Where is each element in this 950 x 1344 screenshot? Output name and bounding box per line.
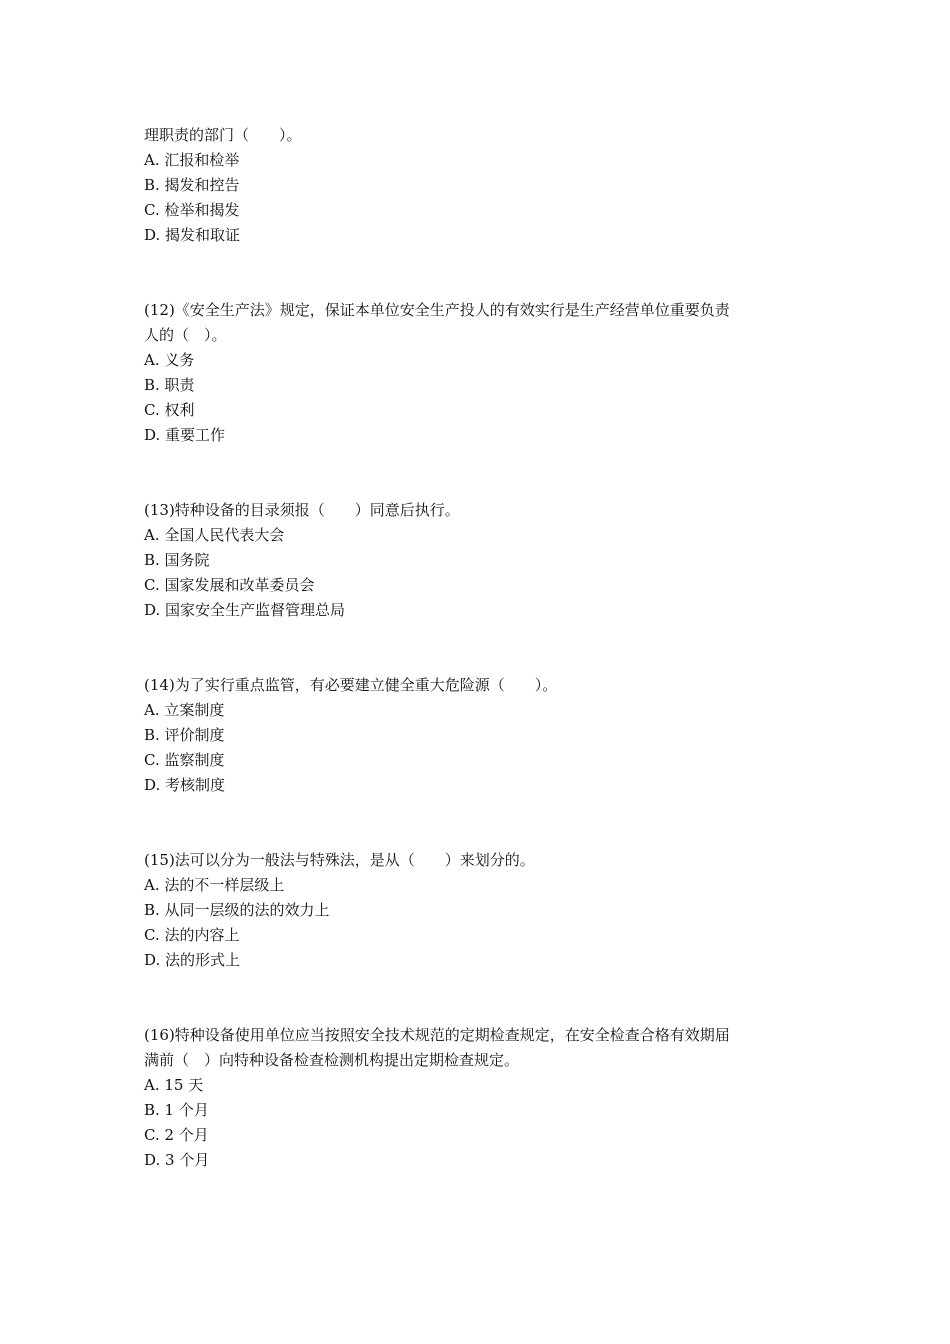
option-c: C. 检举和揭发	[144, 201, 240, 219]
option-a: A. 法的不一样层级上	[144, 876, 285, 894]
option-d: D. 3 个月	[144, 1151, 210, 1169]
question-stem: (16)特种设备使用单位应当按照安全技术规范的定期检查规定，在安全检查合格有效期届	[144, 1026, 730, 1044]
question-stem: (14)为了实行重点监管，有必要建立健全重大危险源（ ）。	[144, 676, 558, 694]
option-b: B. 职责	[144, 376, 195, 394]
option-a: A. 义务	[144, 351, 195, 369]
option-c: C. 法的内容上	[144, 926, 240, 944]
option-a: A. 全国人民代表大会	[144, 526, 285, 544]
option-a: A. 汇报和检举	[144, 151, 240, 169]
question-block	[144, 498, 814, 623]
option-b: B. 国务院	[144, 551, 210, 569]
question-block	[144, 123, 814, 248]
option-c: C. 2 个月	[144, 1126, 209, 1144]
option-d: D. 法的形式上	[144, 951, 241, 969]
option-d: D. 重要工作	[144, 426, 226, 444]
option-a: A. 15 天	[144, 1076, 204, 1094]
option-d: D. 国家安全生产监督管理总局	[144, 601, 346, 619]
option-b: B. 揭发和控告	[144, 176, 240, 194]
question-block	[144, 673, 814, 798]
question-stem: (13)特种设备的目录须报（ ）同意后执行。	[144, 501, 460, 519]
option-c: C. 权利	[144, 401, 195, 419]
option-a: A. 立案制度	[144, 701, 225, 719]
question-stem: 理职责的部门（ ）。	[144, 126, 302, 144]
option-b: B. 评价制度	[144, 726, 225, 744]
question-block	[144, 1023, 814, 1173]
question-stem: (15)法可以分为一般法与特殊法，是从（ ）来划分的。	[144, 851, 535, 869]
option-b: B. 1 个月	[144, 1101, 209, 1119]
question-block	[144, 848, 814, 973]
option-c: C. 国家发展和改革委员会	[144, 576, 315, 594]
question-stem: (12)《安全生产法》规定，保证本单位安全生产投人的有效实行是生产经营单位重要负责	[144, 301, 730, 319]
document-page	[144, 123, 814, 1223]
question-stem: 人的（ ）。	[144, 326, 227, 344]
option-d: D. 揭发和取证	[144, 226, 241, 244]
option-b: B. 从同一层级的法的效力上	[144, 901, 330, 919]
option-d: D. 考核制度	[144, 776, 226, 794]
option-c: C. 监察制度	[144, 751, 225, 769]
question-stem: 满前（ ）向特种设备检查检测机构提出定期检查规定。	[144, 1051, 520, 1069]
question-block	[144, 298, 814, 448]
